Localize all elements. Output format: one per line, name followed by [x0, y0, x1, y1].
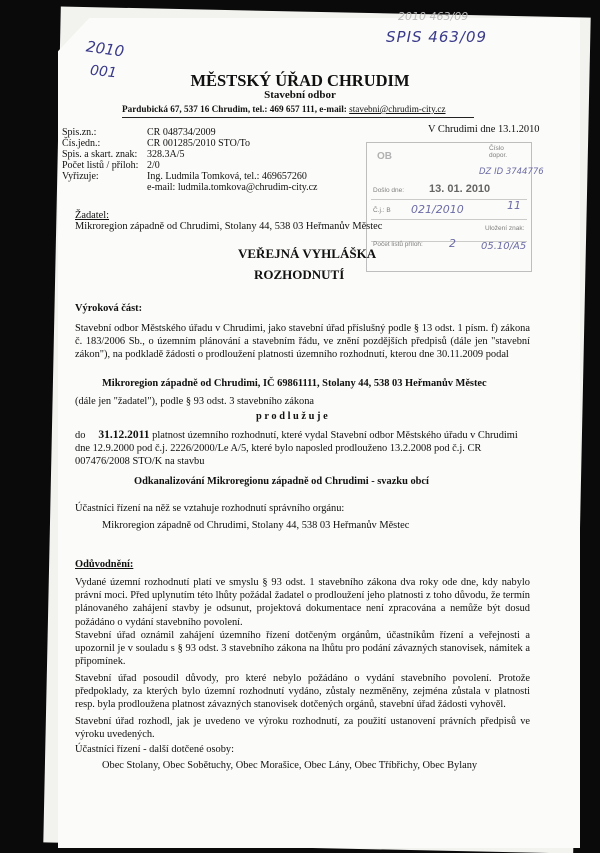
- extension-line-3: 007476/2008 STO/K na stavbu: [75, 456, 205, 467]
- justification-p1: Vydané územní rozhodnutí platí ve smyslu § 93 odst. 1 stavebního zákona dva roky ode dne, kdy nabylo právní moci. Před uplynutím této lhůty požádal žadatel o prodloužení jeho platnosti z toho důvodu, že termín plánovaného zahájení stavby je odsunut, projektová dokumentace není zpracována a nemůže být dosud požádáno o vydání stavebního povolení.: [75, 577, 530, 628]
- participants-intro: Účastníci řízení na něž se vztahuje rozhodnutí správního orgánu:: [75, 503, 345, 514]
- justification-p4: Stavební úřad rozhodl, jak je uvedeno ve výroku rozhodnutí, za použití ustanovení právních předpisů ve výroku uvedených.: [75, 716, 530, 741]
- applicant-text: Mikroregion západně od Chrudimi, Stolany 44, 538 03 Heřmanův Městec: [75, 221, 383, 232]
- address-text: Pardubická 67, 537 16 Chrudim, tel.: 469 657 111, e-mail:: [122, 104, 347, 114]
- extension-line-1: [75, 429, 518, 441]
- stamp-cj-value: 021/2010: [411, 203, 464, 216]
- stamp-count-value: 2: [449, 237, 456, 250]
- extension-do: do: [75, 430, 86, 441]
- title-public-notice: VEŘEJNÁ VYHLÁŠKA: [238, 246, 377, 261]
- title-decision: ROZHODNUTÍ: [254, 267, 345, 282]
- other-participants-intro: Účastníci řízení - další dotčené osoby:: [75, 744, 234, 755]
- stamp-received-value: 13. 01. 2010: [429, 183, 491, 195]
- handwritten-number: 001: [89, 62, 118, 82]
- meta-value: 328.3A/5: [147, 149, 185, 160]
- meta-email: e-mail: ludmila.tomkova@chrudim-city.cz: [147, 182, 318, 193]
- header-rule: [122, 117, 474, 118]
- office-name: MĚSTSKÝ ÚŘAD CHRUDIM: [190, 71, 410, 90]
- stamp-count-label: Počet listů příloh:: [373, 241, 423, 248]
- justification-heading: Odůvodnění:: [75, 559, 134, 570]
- department-name: Stavební odbor: [264, 89, 336, 101]
- meta-labels: [62, 127, 138, 182]
- municipalities-list: Obec Stolany, Obec Sobětuchy, Obec Morašice, Obec Lány, Obec Tříbřichy, Obec Bylany: [102, 760, 478, 771]
- meta-value: Ing. Ludmila Tomková, tel.: 469657260: [147, 171, 307, 182]
- extension-line-2: dne 12.9.2000 pod č.j. 2226/2000/Le A/5, které bylo naposled prodlouženo 13.2.2008 pod č.j. CR: [75, 443, 482, 454]
- handwritten-year: 2010: [84, 37, 126, 61]
- verdict-heading: Výroková část:: [75, 303, 143, 314]
- place-date: V Chrudimi dne 13.1.2010: [428, 124, 540, 135]
- meta-values: [147, 127, 317, 193]
- registry-stamp: [366, 142, 544, 272]
- stamp-number-sublabel: dopor.: [489, 152, 508, 159]
- stamp-number-label: Číslo: [489, 145, 504, 152]
- faint-reference: 2010 463/09: [398, 10, 469, 23]
- applicant-label: Žadatel:: [75, 210, 110, 221]
- email-link[interactable]: stavebni@chrudim-city.cz: [349, 104, 446, 114]
- stamp-header: OB: [377, 151, 392, 162]
- meta-label: Počet listů / příloh:: [62, 160, 139, 171]
- extension-text-1: platnost územního rozhodnutí, které vydal Stavební odbor Městského úřadu v Chrudimi: [152, 430, 518, 441]
- stamp-storage-label: Uložení znak:: [485, 225, 525, 232]
- dale-jen-line: (dále jen "žadatel"), podle § 93 odst. 3 stavebního zákona: [75, 396, 315, 407]
- verdict-paragraph: Stavební odbor Městského úřadu v Chrudimi, jako stavební úřad příslušný podle § 13 odst. 1 písm. f) zákona č. 183/2006 Sb., o územním plánování a stavebním řádu, ve znění pozdějších předpisů (dále jen "stavební zákon"), na podkladě žádosti o prodloužení platnosti územního rozhodnutí, kterou dne 30.11.2009 podal: [75, 323, 530, 361]
- meta-value: 2/0: [147, 160, 160, 171]
- header-address: [122, 104, 446, 114]
- stamp-received-label: Došlo dne:: [373, 187, 405, 194]
- stamp-storage-value: 05.10/A5: [481, 241, 527, 252]
- meta-label: Spis.zn.:: [62, 127, 97, 138]
- participant: Mikroregion západně od Chrudimi, Stolany 44, 538 03 Heřmanův Městec: [102, 520, 410, 531]
- stamp-cj-label: Č.j.: B: [373, 207, 391, 214]
- construction-name: Odkanalizování Mikroregionu západně od Chrudimi - svazku obcí: [134, 476, 429, 487]
- handwritten-reference: SPIS 463/09: [386, 28, 488, 46]
- meta-value: CR 048734/2009: [147, 127, 216, 138]
- meta-label: Vyřizuje:: [62, 171, 99, 182]
- stamp-cj-right: 11: [507, 199, 521, 212]
- meta-value: CR 001285/2010 STO/To: [147, 138, 251, 149]
- stamp-number-value: DZ ID 3744776: [479, 167, 544, 177]
- meta-label: Spis. a skart. znak:: [62, 149, 138, 160]
- meta-label: Čís.jedn.:: [62, 138, 101, 149]
- applicant-bold: Mikroregion západně od Chrudimi, IČ 69861111, Stolany 44, 538 03 Heřmanův Městec: [102, 378, 487, 389]
- prodluzuje: p r o d l u ž u j e: [256, 411, 328, 422]
- justification-p3: Stavební úřad posoudil důvody, pro které nebylo požádáno o vydání stavebního povolení. Protože předpoklady, za kterých bylo územní rozhodnutí vydáno, zůstaly nezměněny, zejména zůstala v platnosti resp. byla prodloužena platnost závazných stanovisek dotčených orgánů, stavební úřad žádosti vyhověl.: [75, 673, 530, 711]
- extension-date: 31.12.2011: [98, 429, 150, 441]
- justification-p2: Stavební úřad oznámil zahájení územního řízení dotčeným orgánům, účastníkům řízení a veřejnosti a upozornil je v souladu s § 93 odst. 3 stavebního zákona na lhůtu pro podání závazných stanovisek, námitek a připomínek.: [75, 630, 530, 668]
